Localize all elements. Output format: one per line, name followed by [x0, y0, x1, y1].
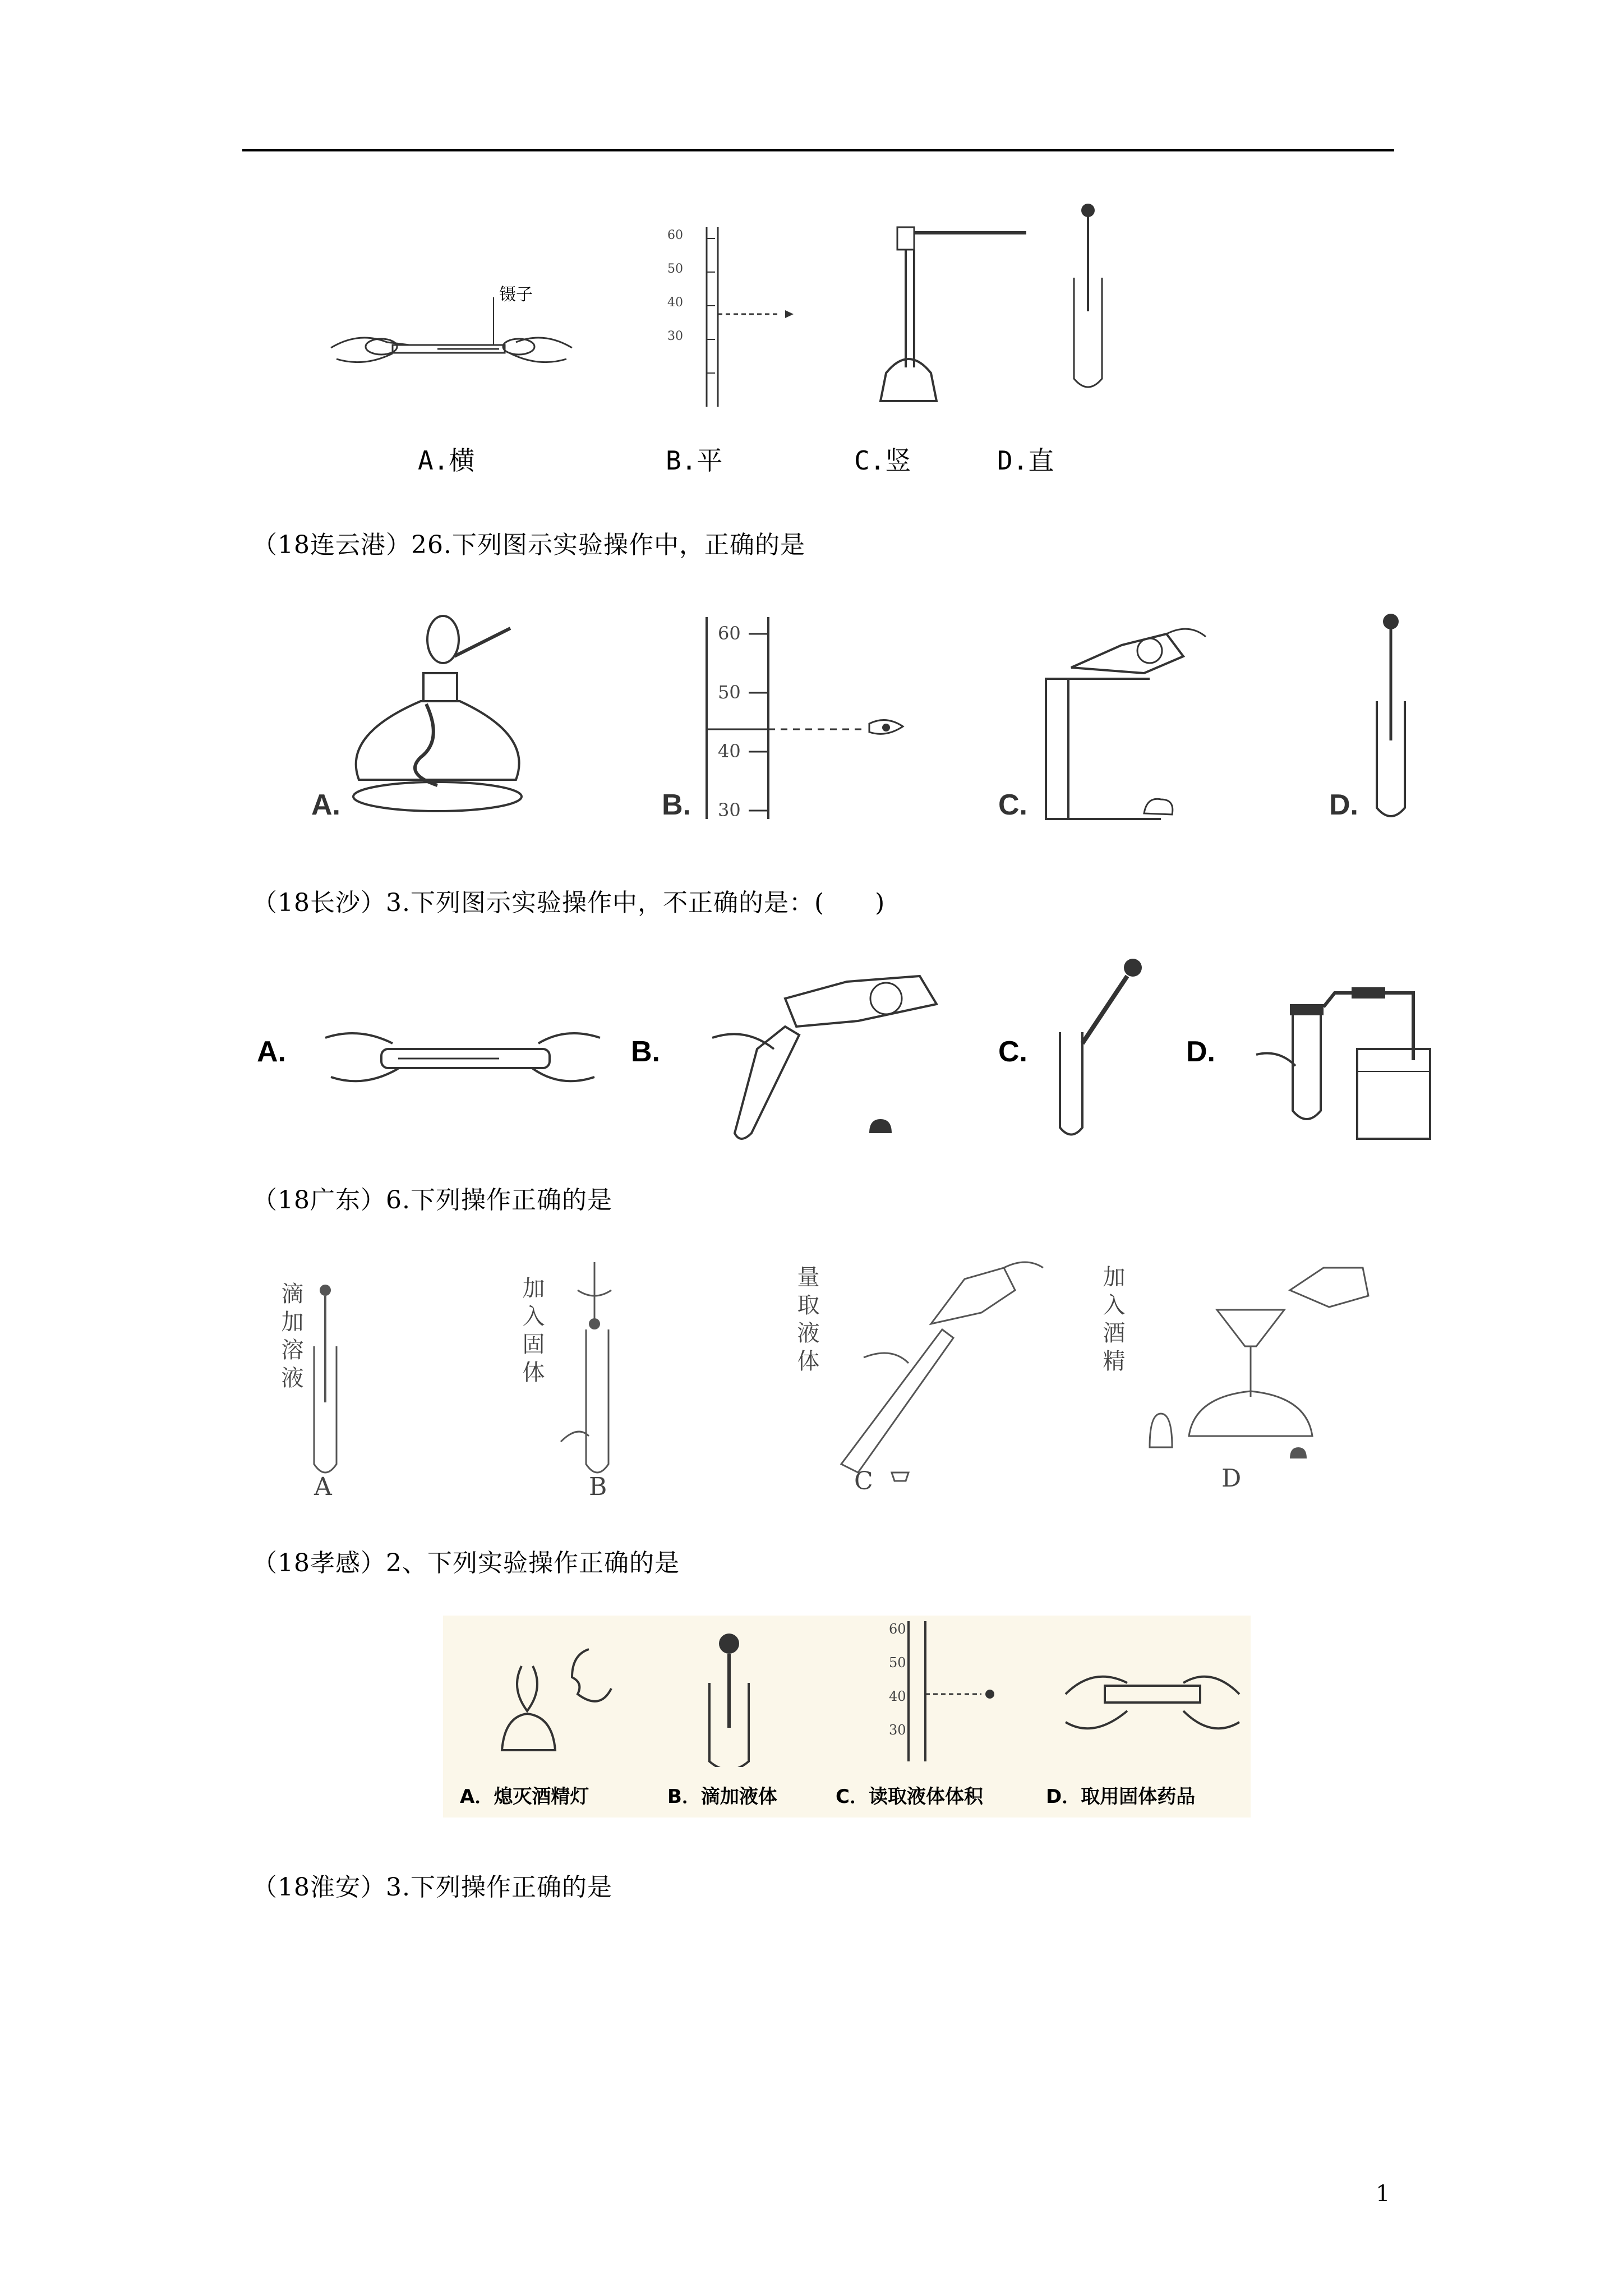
xg-caption-c: C．读取液体体积: [836, 1786, 983, 1808]
option-b-ping: B.平: [666, 445, 723, 476]
tick-50: 50: [667, 262, 683, 276]
lyg-tick-30: 30: [718, 799, 741, 821]
question-guangdong: （18广东）6.下列操作正确的是: [252, 1186, 612, 1214]
gd-letter-d: D: [1221, 1464, 1242, 1493]
figure-lyg-c-pour: [1038, 611, 1217, 825]
tick-30: 30: [667, 329, 683, 343]
lyg-tick-60: 60: [718, 623, 741, 644]
page-number: 1: [1376, 2181, 1390, 2207]
option-a-heng: A.横: [418, 445, 475, 476]
figure-xg-panel: [443, 1616, 1251, 1818]
figure-cs-d-airtight: [1245, 970, 1436, 1144]
figure-cs-b-pour-solid: [701, 965, 965, 1156]
figure-alcohol-lamp-stand: [864, 199, 1032, 424]
cs-letter-a: A.: [257, 1036, 286, 1068]
option-d-zhi: D.直: [997, 445, 1054, 476]
figure-gd-b-solid: [555, 1257, 645, 1487]
figure-lyg-d-dropper: [1363, 611, 1419, 825]
xg-tick-60: 60: [889, 1621, 906, 1637]
figure-lyg-b-cylinder: [695, 611, 931, 825]
xg-tick-40: 40: [889, 1688, 906, 1704]
figure-cs-a-tube-hands: [314, 1004, 611, 1116]
gd-label-a: 滴加溶液: [278, 1282, 303, 1394]
cs-letter-c: C.: [998, 1036, 1027, 1068]
question-xiaogan: （18孝感）2、下列实验操作正确的是: [252, 1549, 680, 1577]
figure-gd-d-funnel: [1127, 1257, 1380, 1481]
question-huaian: （18淮安）3.下列操作正确的是: [252, 1873, 612, 1902]
cs-letter-d: D.: [1186, 1036, 1215, 1068]
tweezers-label: 镊子: [499, 285, 533, 305]
figure-gd-c-measure: [819, 1257, 1082, 1487]
gd-label-c: 量取液体: [794, 1265, 819, 1377]
option-c-shu: C.竖: [854, 445, 911, 476]
question-changsha: （18长沙）3.下列图示实验操作中，不正确的是：( ): [252, 889, 886, 917]
gd-label-d: 加入酒精: [1099, 1265, 1125, 1377]
gd-letter-b: B: [589, 1473, 607, 1501]
figure-gd-a-dropper: [303, 1257, 348, 1487]
lyg-letter-b: B.: [662, 789, 691, 821]
figure-tweezers-hands: [325, 275, 578, 398]
header-rule: [242, 149, 1394, 151]
tick-60: 60: [667, 228, 683, 242]
gd-letter-c: C: [854, 1467, 873, 1496]
gd-label-b: 加入固体: [519, 1276, 545, 1388]
lyg-letter-c: C.: [998, 789, 1027, 821]
xg-caption-d: D．取用固体药品: [1046, 1786, 1196, 1808]
xg-caption-b: B．滴加液体: [667, 1786, 777, 1808]
question-lianyungang: （18连云港）26.下列图示实验操作中，正确的是: [252, 531, 805, 559]
tick-40: 40: [667, 296, 683, 310]
lyg-tick-50: 50: [718, 682, 741, 703]
figure-cs-c-dropper: [1043, 954, 1155, 1144]
xg-caption-a: A．熄灭酒精灯: [460, 1786, 589, 1808]
lyg-tick-40: 40: [718, 740, 741, 762]
lyg-letter-d: D.: [1329, 789, 1358, 821]
xg-tick-50: 50: [889, 1655, 906, 1671]
gd-letter-a: A: [314, 1473, 332, 1501]
figure-graduated-cylinder-b1: [662, 222, 830, 412]
figure-lyg-a-lamp: [308, 611, 544, 825]
figure-dropper-tube-b1: [1054, 199, 1122, 401]
lyg-letter-a: A.: [311, 789, 340, 821]
xg-tick-30: 30: [889, 1722, 906, 1738]
cs-letter-b: B.: [631, 1036, 660, 1068]
